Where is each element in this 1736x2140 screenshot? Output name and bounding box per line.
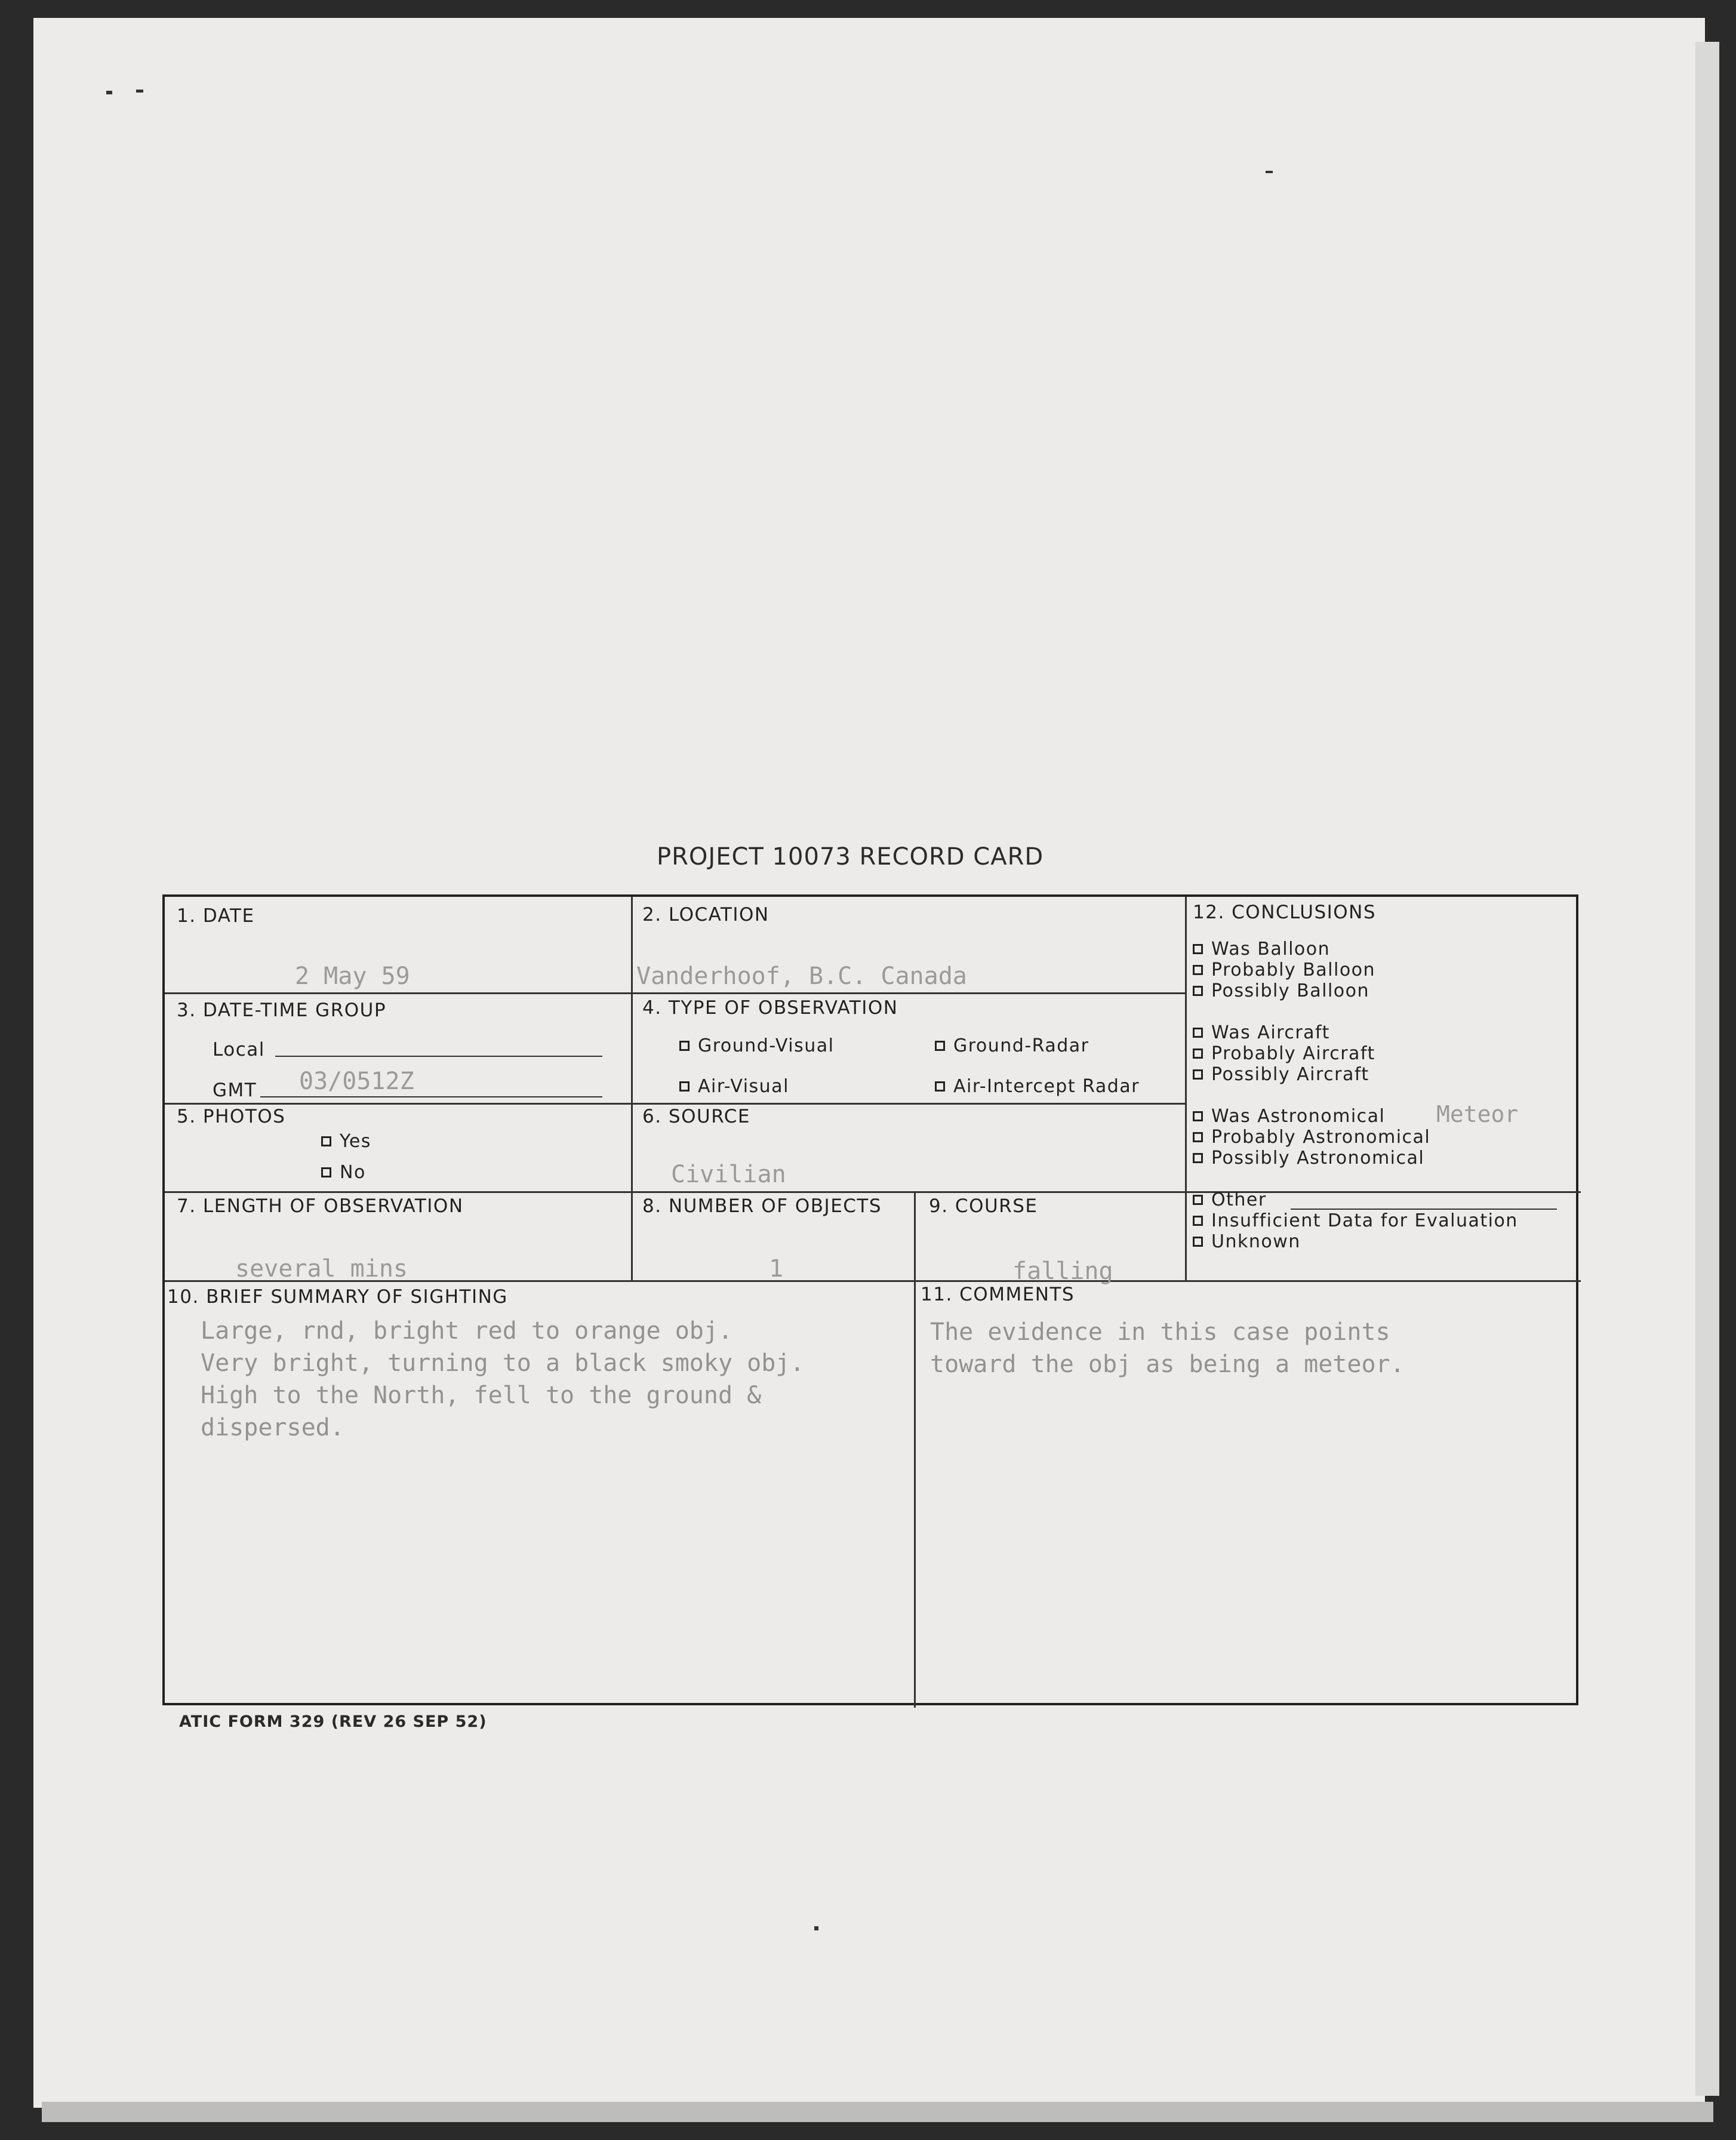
- summary-text: Large, rnd, bright red to orange obj. Very bright, turning to a black smoky obj. High to the North, fell to the ground & dispersed.: [201, 1317, 805, 1441]
- checkbox-icon: [321, 1136, 331, 1146]
- record-card: [162, 894, 1578, 1705]
- checkbox-icon: [1193, 1237, 1203, 1247]
- card-title: PROJECT 10073 RECORD CARD: [657, 843, 1044, 871]
- scan-speck: [814, 1926, 818, 1930]
- course-label: 9. COURSE: [929, 1195, 1038, 1217]
- film-edge-bottom: [42, 2102, 1713, 2122]
- gmt-label: GMT: [213, 1080, 257, 1101]
- source-value: Civilian: [671, 1161, 786, 1188]
- option-other[interactable]: Other: [1193, 1189, 1267, 1210]
- astronomical-note: Meteor: [1436, 1101, 1519, 1127]
- checkbox-icon: [1193, 1195, 1203, 1205]
- photos-label: 5. PHOTOS: [177, 1106, 286, 1127]
- checkbox-icon: [679, 1081, 690, 1091]
- option-was-aircraft[interactable]: Was Aircraft: [1193, 1022, 1330, 1043]
- length-of-observation-label: 7. LENGTH OF OBSERVATION: [177, 1195, 464, 1217]
- option-unknown[interactable]: Unknown: [1193, 1231, 1301, 1252]
- option-photos-no[interactable]: No: [321, 1162, 366, 1183]
- checkbox-icon: [935, 1041, 945, 1051]
- checkbox-icon: [1193, 1028, 1203, 1038]
- option-insufficient-data[interactable]: Insufficient Data for Evaluation: [1193, 1210, 1518, 1231]
- option-probably-aircraft[interactable]: Probably Aircraft: [1193, 1043, 1375, 1064]
- scan-speck: [136, 90, 143, 93]
- source-label: 6. SOURCE: [642, 1106, 750, 1127]
- course-value: falling: [1012, 1257, 1113, 1285]
- checkbox-icon: [1193, 1049, 1203, 1059]
- local-label: Local: [213, 1039, 265, 1060]
- option-was-balloon[interactable]: Was Balloon: [1193, 939, 1330, 960]
- location-label: 2. LOCATION: [642, 904, 769, 926]
- option-possibly-balloon[interactable]: Possibly Balloon: [1193, 980, 1369, 1001]
- checkbox-icon: [1193, 1216, 1203, 1226]
- checkbox-icon: [1193, 1153, 1203, 1163]
- checkbox-icon: [321, 1167, 331, 1177]
- option-ground-visual[interactable]: Ground-Visual: [679, 1035, 834, 1056]
- option-air-visual[interactable]: Air-Visual: [679, 1076, 789, 1097]
- summary-label: 10. BRIEF SUMMARY OF SIGHTING: [167, 1286, 508, 1308]
- conclusions-label: 12. CONCLUSIONS: [1193, 902, 1377, 923]
- option-was-astronomical[interactable]: Was Astronomical: [1193, 1106, 1385, 1127]
- date-value: 2 May 59: [295, 963, 410, 990]
- scan-speck: [1266, 171, 1273, 173]
- type-of-observation-label: 4. TYPE OF OBSERVATION: [642, 997, 898, 1019]
- option-possibly-astronomical[interactable]: Possibly Astronomical: [1193, 1148, 1424, 1169]
- option-possibly-aircraft[interactable]: Possibly Aircraft: [1193, 1064, 1369, 1085]
- checkbox-icon: [1193, 1111, 1203, 1121]
- comments-text: The evidence in this case points toward the obj as being a meteor.: [930, 1318, 1405, 1378]
- checkbox-icon: [679, 1041, 690, 1051]
- option-ground-radar[interactable]: Ground-Radar: [935, 1035, 1089, 1056]
- scan-speck: [106, 91, 112, 94]
- checkbox-icon: [1193, 944, 1203, 954]
- checkbox-icon: [1193, 1132, 1203, 1142]
- date-time-group-label: 3. DATE-TIME GROUP: [177, 1000, 387, 1021]
- number-of-objects-value: 1: [769, 1255, 784, 1283]
- option-air-intercept-radar[interactable]: Air-Intercept Radar: [935, 1076, 1140, 1097]
- option-probably-balloon[interactable]: Probably Balloon: [1193, 960, 1375, 980]
- checkbox-icon: [1193, 986, 1203, 996]
- checkbox-icon: [935, 1081, 945, 1091]
- length-of-observation-value: several mins: [235, 1255, 408, 1283]
- comments-label: 11. COMMENTS: [921, 1284, 1075, 1305]
- date-label: 1. DATE: [177, 905, 255, 927]
- checkbox-icon: [1193, 1069, 1203, 1080]
- checkbox-icon: [1193, 965, 1203, 975]
- option-probably-astronomical[interactable]: Probably Astronomical: [1193, 1127, 1430, 1148]
- option-photos-yes[interactable]: Yes: [321, 1131, 371, 1152]
- film-edge-right: [1695, 42, 1719, 2096]
- location-value: Vanderhoof, B.C. Canada: [636, 963, 967, 990]
- gmt-value: 03/0512Z: [299, 1068, 414, 1095]
- form-id: ATIC FORM 329 (REV 26 SEP 52): [179, 1712, 487, 1731]
- number-of-objects-label: 8. NUMBER OF OBJECTS: [642, 1195, 882, 1217]
